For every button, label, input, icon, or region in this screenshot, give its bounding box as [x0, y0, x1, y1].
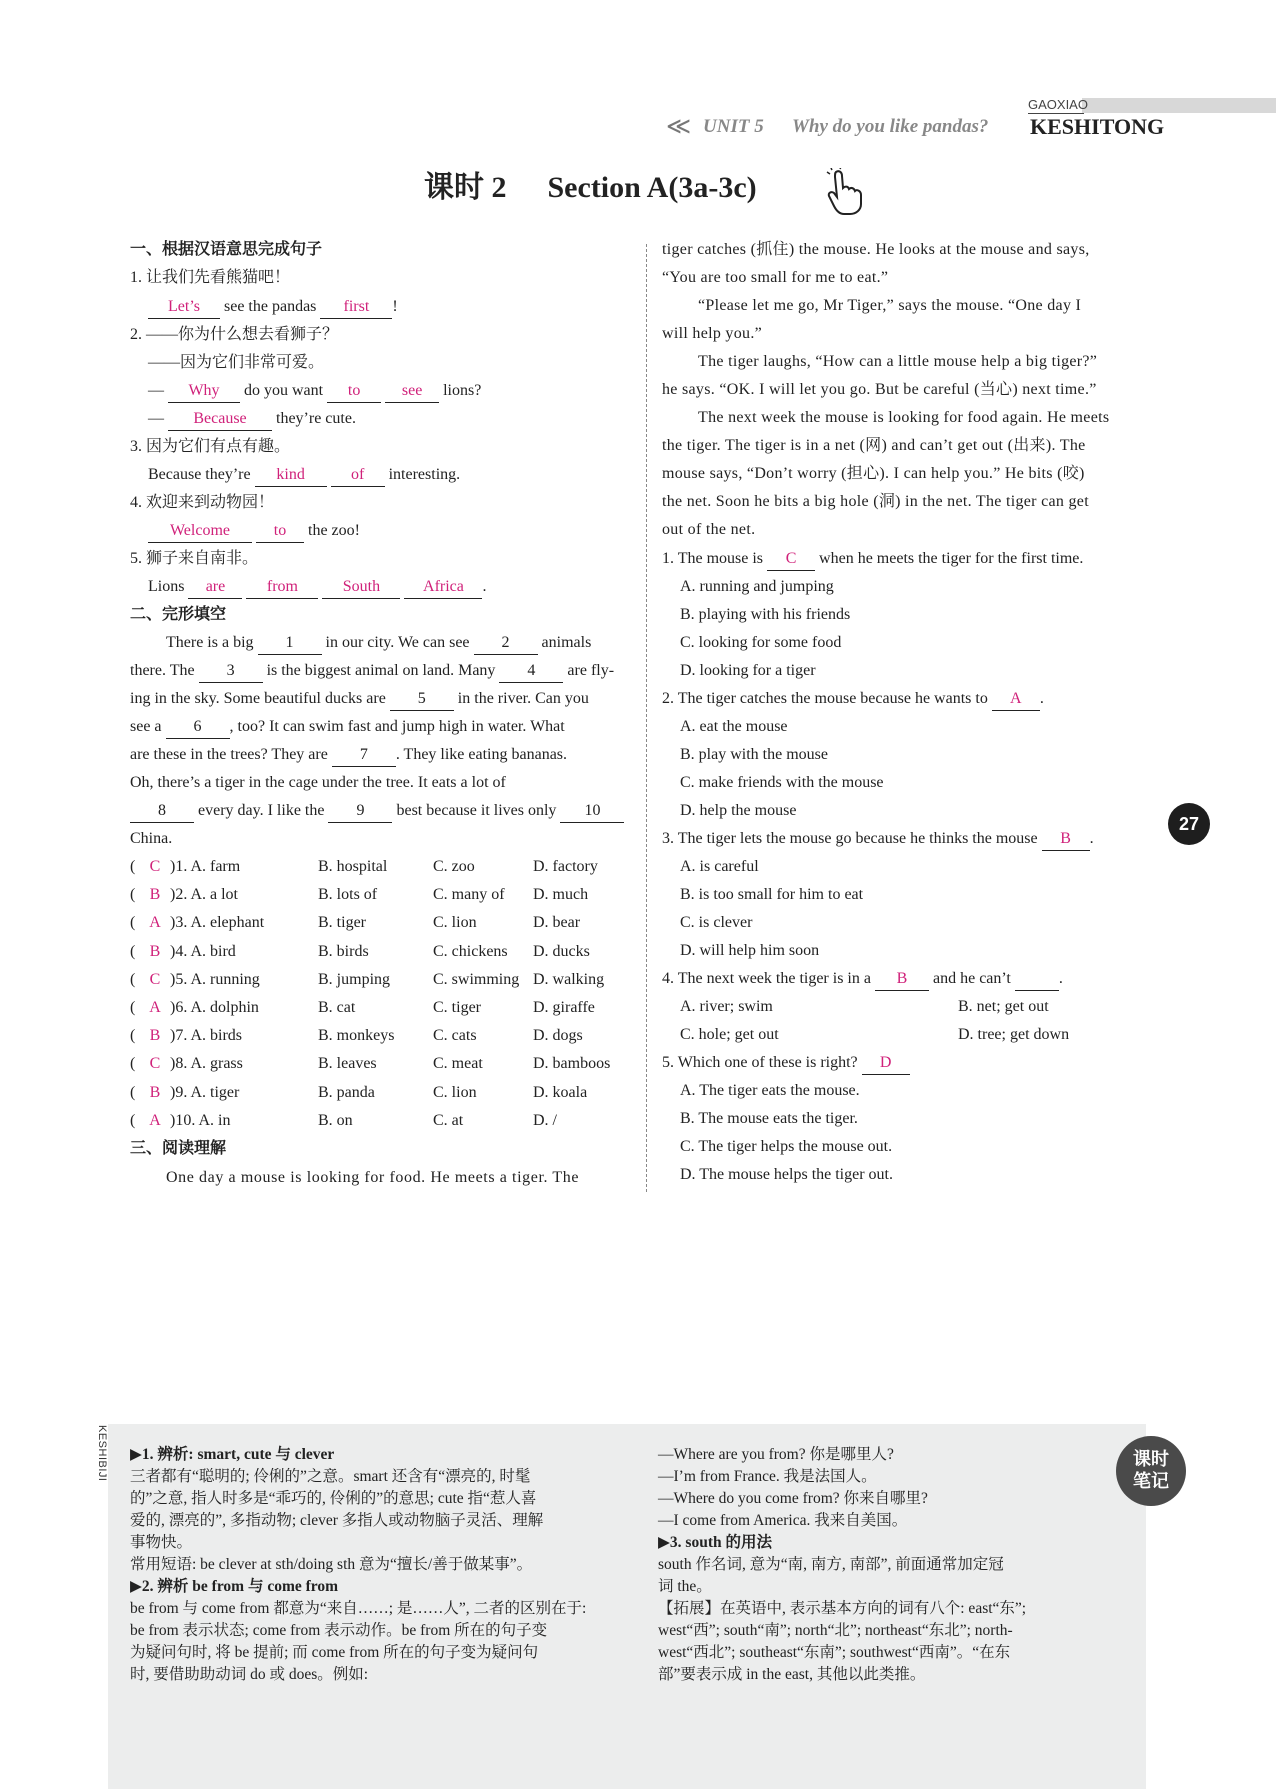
- text: there. The: [130, 662, 195, 679]
- answer: are: [188, 576, 242, 599]
- choice-c: C. swimming: [433, 970, 520, 988]
- q1-cn: 1. 让我们先看熊猫吧！: [130, 269, 291, 286]
- cloze-line: [130, 769, 506, 797]
- paren: (: [130, 942, 136, 960]
- passage-line: he says. “OK. I will let you go. But be careful (当心) next time.”: [662, 381, 1097, 398]
- text: is the biggest animal on land. Many: [266, 662, 496, 679]
- choice-answer: A: [149, 914, 161, 932]
- blank: 7: [332, 744, 396, 767]
- choice-c: C. lion: [433, 1083, 477, 1101]
- header-unit-title: Why do you like pandas?: [792, 116, 989, 137]
- text: .: [482, 578, 487, 595]
- q2-en1: [148, 377, 481, 405]
- choice-d: D. giraffe: [533, 999, 595, 1017]
- text: !: [392, 298, 398, 315]
- lesson-label: 课时 2: [424, 171, 507, 204]
- choice-a: )8. A. grass: [170, 1055, 243, 1073]
- passage-line: The next week the mouse is looking for food again. He meets: [698, 409, 1110, 426]
- choice-a: )3. A. elephant: [170, 914, 265, 932]
- note-line: ▶1. 辨析: smart, cute 与 clever: [130, 1446, 335, 1463]
- q3-en: [148, 461, 460, 489]
- blank: 5: [390, 688, 454, 711]
- text: , too? It can swim fast and jump high in water. What: [229, 718, 565, 735]
- answer: Africa: [404, 576, 482, 599]
- paren: (: [130, 914, 136, 932]
- choice-answer: A: [149, 1111, 161, 1129]
- choice-c: C. meat: [433, 1055, 483, 1073]
- option: A. running and jumping: [680, 578, 834, 595]
- header-unit: UNIT 5: [703, 116, 764, 137]
- answer: A: [992, 688, 1040, 711]
- q2-cn2: ——因为它们非常可爱。: [148, 354, 325, 371]
- text: 5. Which one of these is right?: [662, 1054, 858, 1071]
- text: Lions: [148, 578, 185, 595]
- choice-a: )10. A. in: [170, 1111, 231, 1129]
- note-line: be from 与 come from 都意为“来自……; 是……人”, 二者的区别在于:: [130, 1600, 587, 1617]
- paren: (: [130, 970, 136, 988]
- notes-panel: [108, 1424, 1146, 1789]
- option: A. river; swim: [680, 998, 773, 1015]
- choice-row: [130, 966, 633, 994]
- reading-questions: [662, 545, 1172, 1189]
- header-gaoxiao: GAOXIAO: [1028, 97, 1088, 112]
- choice-row: [130, 1107, 633, 1135]
- note-line: south 作名词, 意为“南, 南方, 南部”, 前面通常加定冠: [658, 1556, 1004, 1573]
- note-line: west“西”; south“南”; north“北”; northeast“东北”; north-: [658, 1622, 1013, 1639]
- text: and he can’t: [932, 970, 1011, 987]
- q4-en: [148, 517, 360, 545]
- text: see a: [130, 718, 162, 735]
- note-line: —Where do you come from? 你来自哪里?: [658, 1490, 928, 1507]
- choice-d: D. /: [533, 1111, 557, 1129]
- choice-c: C. zoo: [433, 858, 475, 876]
- choice-b: B. panda: [318, 1083, 375, 1101]
- option: C. make friends with the mouse: [680, 774, 884, 791]
- option: C. is clever: [680, 914, 753, 931]
- option-row: [662, 993, 1172, 1021]
- rq4-stem: [662, 965, 1172, 993]
- passage-line: “You are too small for me to eat.”: [662, 269, 889, 286]
- page-title: [424, 162, 757, 206]
- blank: 2: [474, 632, 538, 655]
- text: when he meets the tiger for the first time.: [819, 550, 1084, 567]
- dash: —: [148, 410, 164, 427]
- note-line: 常用短语: be clever at sth/doing sth 意为“擅长/善于做某事”。: [130, 1556, 533, 1573]
- passage-line: The tiger laughs, “How can a little mouse help a big tiger?”: [698, 353, 1098, 370]
- choice-d: D. much: [533, 886, 589, 904]
- text: they’re cute.: [276, 410, 356, 427]
- choice-d: D. bamboos: [533, 1055, 611, 1073]
- choice-b: B. hospital: [318, 858, 388, 876]
- note-line: 词 the。: [658, 1578, 712, 1595]
- note-line: be from 表示状态; come from 表示动作。be from 所在的句子变: [130, 1622, 548, 1639]
- blank: 8: [130, 800, 194, 823]
- answer: B: [875, 968, 929, 991]
- note-line: 为疑问句时, 将 be 提前; 而 come from 所在的句子变为疑问句: [130, 1644, 539, 1661]
- q5-cn: 5. 狮子来自南非。: [130, 550, 259, 567]
- choice-b: B. jumping: [318, 970, 391, 988]
- choices-table: [130, 853, 633, 1135]
- choice-a: )2. A. a lot: [170, 886, 238, 904]
- choice-c: C. cats: [433, 1027, 477, 1045]
- option: B. play with the mouse: [680, 746, 828, 763]
- rq5-stem: [662, 1049, 1172, 1077]
- option-row: [662, 1021, 1172, 1049]
- note-line: west“西北”; southeast“东南”; southwest“西南”。“在东: [658, 1644, 1011, 1661]
- paren: (: [130, 1083, 136, 1101]
- option: D. will help him soon: [680, 942, 820, 959]
- blank: 10: [560, 800, 624, 823]
- option: C. looking for some food: [680, 634, 842, 651]
- passage-line: “Please let me go, Mr Tiger,” says the mouse. “One day I: [698, 297, 1082, 314]
- choice-b: B. on: [318, 1111, 353, 1129]
- cloze-line: [130, 685, 589, 713]
- choice-answer: B: [149, 1083, 161, 1101]
- choice-d: D. walking: [533, 970, 605, 988]
- blank: 9: [328, 800, 392, 823]
- text: best because it lives only: [396, 802, 557, 819]
- answer: Because: [168, 408, 272, 431]
- choice-row: [130, 909, 633, 937]
- cloze-line: [130, 797, 624, 825]
- note-line: 时, 要借助助动词 do 或 does。例如:: [130, 1666, 369, 1683]
- note-line: 事物快。: [130, 1534, 193, 1551]
- text: are these in the trees? They are: [130, 746, 328, 763]
- option: B. The mouse eats the tiger.: [680, 1110, 858, 1127]
- choice-row: [130, 1050, 633, 1078]
- note-line: ▶3. south 的用法: [658, 1534, 772, 1551]
- choice-d: D. ducks: [533, 942, 590, 960]
- text: .: [1039, 690, 1044, 707]
- answer: Why: [168, 380, 240, 403]
- choice-answer: B: [149, 942, 161, 960]
- answer: C: [767, 548, 815, 571]
- text: in the river. Can you: [457, 690, 589, 707]
- option: D. The mouse helps the tiger out.: [680, 1166, 893, 1183]
- choice-a: )1. A. farm: [170, 858, 241, 876]
- reading-passage-start: One day a mouse is looking for food. He meets a tiger. The: [166, 1169, 580, 1186]
- paren: (: [130, 1055, 136, 1073]
- choice-a: )6. A. dolphin: [170, 999, 259, 1017]
- choice-b: B. leaves: [318, 1055, 377, 1073]
- passage-line: mouse says, “Don’t worry (担心). I can help you.” He bits (咬): [662, 465, 1085, 482]
- blank: 4: [499, 660, 563, 683]
- answer: D: [862, 1052, 910, 1075]
- header-brand: KESHITONG: [1030, 114, 1165, 139]
- passage-line: tiger catches (抓住) the mouse. He looks at the mouse and says,: [662, 241, 1090, 258]
- part2-heading: 二、完形填空: [130, 606, 227, 623]
- cloze-line: [130, 713, 565, 741]
- text: animals: [541, 634, 592, 651]
- choice-d: D. factory: [533, 858, 598, 876]
- choice-answer: A: [149, 999, 161, 1017]
- option: A. is careful: [680, 858, 759, 875]
- choice-d: D. dogs: [533, 1027, 583, 1045]
- choice-row: [130, 994, 633, 1022]
- option: D. tree; get down: [958, 1026, 1070, 1043]
- text: in our city. We can see: [325, 634, 470, 651]
- header-gray-band: [1082, 98, 1276, 113]
- choice-c: C. lion: [433, 914, 477, 932]
- q3-cn: 3. 因为它们有点有趣。: [130, 438, 291, 455]
- paren: (: [130, 999, 136, 1017]
- option: A. eat the mouse: [680, 718, 788, 735]
- choice-b: B. tiger: [318, 914, 366, 932]
- rq3-stem: [662, 825, 1172, 853]
- text: see the pandas: [224, 298, 317, 315]
- answer: South: [322, 576, 400, 599]
- page-number: 27: [1168, 803, 1210, 845]
- paren: (: [130, 886, 136, 904]
- choice-b: B. birds: [318, 942, 369, 960]
- text: There is a big: [166, 634, 254, 651]
- text: lions?: [443, 382, 482, 399]
- cloze-choices: [130, 853, 633, 1135]
- text: . They like eating bananas.: [395, 746, 568, 763]
- option: D. help the mouse: [680, 802, 797, 819]
- text: 4. The next week the tiger is in a: [662, 970, 871, 987]
- notes-badge: [1116, 1436, 1186, 1506]
- choice-row: [130, 1022, 633, 1050]
- option: B. playing with his friends: [680, 606, 851, 623]
- reading-passage: [662, 236, 1164, 544]
- passage-line: out of the net.: [662, 521, 756, 538]
- part3-heading: 三、阅读理解: [130, 1140, 227, 1157]
- dash: —: [148, 382, 164, 399]
- blank: 3: [199, 660, 263, 683]
- choice-a: )7. A. birds: [170, 1027, 242, 1045]
- choice-b: B. cat: [318, 999, 356, 1017]
- q1-en: [148, 293, 398, 321]
- answer: B: [1042, 828, 1090, 851]
- option: B. net; get out: [958, 998, 1049, 1015]
- option: A. The tiger eats the mouse.: [680, 1082, 860, 1099]
- answer: of: [331, 464, 385, 487]
- answer: first: [320, 296, 392, 319]
- q2-en2: [148, 405, 356, 433]
- blank: 6: [166, 716, 230, 739]
- cloze-line: [130, 741, 567, 769]
- text: Because they’re: [148, 466, 251, 483]
- notes-badge-line1: 课时: [1133, 1449, 1169, 1469]
- passage-line: will help you.”: [662, 325, 763, 342]
- choice-answer: B: [149, 886, 161, 904]
- option: B. is too small for him to eat: [680, 886, 864, 903]
- notes-side-label: KESHIBIJI: [96, 1425, 108, 1482]
- choice-row: [130, 1079, 633, 1107]
- q4-cn: 4. 欢迎来到动物园！: [130, 494, 275, 511]
- text: the zoo!: [308, 522, 360, 539]
- note-line: —I come from America. 我来自美国。: [658, 1512, 908, 1529]
- choice-c: C. at: [433, 1111, 464, 1129]
- paren: (: [130, 1027, 136, 1045]
- choice-c: C. chickens: [433, 942, 508, 960]
- choice-a: )9. A. tiger: [170, 1083, 240, 1101]
- part1-heading: 一、根据汉语意思完成句子: [130, 241, 323, 258]
- answer: to: [256, 520, 304, 543]
- answer: from: [246, 576, 318, 599]
- choice-b: B. monkeys: [318, 1027, 395, 1045]
- answer: kind: [255, 464, 327, 487]
- section-label: Section A(3a-3c): [547, 171, 757, 204]
- text: 1. The mouse is: [662, 550, 764, 567]
- rq2-stem: [662, 685, 1172, 713]
- text: .: [1089, 830, 1094, 847]
- pointing-hand-icon: [826, 168, 870, 216]
- note-line: 的”之意, 指人时多是“乖巧的, 伶俐的”的意思; cute 指“惹人喜: [130, 1490, 537, 1507]
- text: China.: [130, 830, 173, 847]
- choice-answer: C: [149, 858, 161, 876]
- choice-d: D. koala: [533, 1083, 588, 1101]
- option: C. hole; get out: [680, 1026, 779, 1043]
- cloze-line: [130, 825, 172, 853]
- paren: (: [130, 858, 136, 876]
- note-line: 【拓展】在英语中, 表示基本方向的词有八个: east“东”;: [658, 1600, 1027, 1617]
- note-line: —I’m from France. 我是法国人。: [658, 1468, 877, 1485]
- passage-line: the net. Soon he bits a big hole (洞) in the net. The tiger can get: [662, 493, 1089, 510]
- note-line: ▶2. 辨析 be from 与 come from: [130, 1578, 339, 1595]
- notes-badge-line2: 笔记: [1133, 1471, 1169, 1491]
- passage-line: the tiger. The tiger is in a net (网) and can’t get out (出来). The: [662, 437, 1086, 454]
- text: ing in the sky. Some beautiful ducks are: [130, 690, 386, 707]
- text: do you want: [244, 382, 324, 399]
- choice-row: [130, 938, 633, 966]
- cloze-line: [166, 629, 591, 657]
- choice-c: C. tiger: [433, 999, 481, 1017]
- q5-en: [148, 573, 486, 601]
- choice-answer: B: [149, 1027, 161, 1045]
- choice-answer: C: [149, 1055, 161, 1073]
- blank: 1: [258, 632, 322, 655]
- note-line: 爱的, 漂亮的”, 多指动物; clever 多指人或动物脑子灵活、理解: [130, 1512, 544, 1529]
- text: interesting.: [388, 466, 461, 483]
- paren: (: [130, 1111, 136, 1129]
- answer: to: [327, 380, 381, 403]
- column-divider: [646, 244, 647, 1192]
- choice-answer: C: [149, 970, 161, 988]
- header-arrows-icon: ≪: [666, 114, 692, 140]
- answer: Welcome: [148, 520, 252, 543]
- option: D. looking for a tiger: [680, 662, 816, 679]
- text: Oh, there’s a tiger in the cage under the tree. It eats a lot of: [130, 774, 506, 791]
- choice-a: )4. A. bird: [170, 942, 236, 960]
- text: 3. The tiger lets the mouse go because he thinks the mouse: [662, 830, 1038, 847]
- choice-row: [130, 853, 633, 881]
- choice-d: D. bear: [533, 914, 581, 932]
- cloze-line: [130, 657, 614, 685]
- note-line: 部”要表示成 in the east, 其他以此类推。: [658, 1666, 926, 1683]
- answer: Let’s: [148, 296, 220, 319]
- blank: [1015, 968, 1059, 991]
- note-line: 三者都有“聪明的; 伶俐的”之意。smart 还含有“漂亮的, 时髦: [130, 1468, 531, 1485]
- option: C. The tiger helps the mouse out.: [680, 1138, 893, 1155]
- text: are fly-: [567, 662, 615, 679]
- choice-b: B. lots of: [318, 886, 378, 904]
- note-line: —Where are you from? 你是哪里人?: [658, 1446, 894, 1463]
- answer: see: [385, 380, 439, 403]
- q2-cn: 2. ——你为什么想去看狮子？: [130, 326, 339, 343]
- rq1-stem: [662, 545, 1172, 573]
- choice-row: [130, 881, 633, 909]
- choice-a: )5. A. running: [170, 970, 260, 988]
- text: every day. I like the: [198, 802, 325, 819]
- choice-c: C. many of: [433, 886, 505, 904]
- text: .: [1058, 970, 1063, 987]
- text: 2. The tiger catches the mouse because he wants to: [662, 690, 988, 707]
